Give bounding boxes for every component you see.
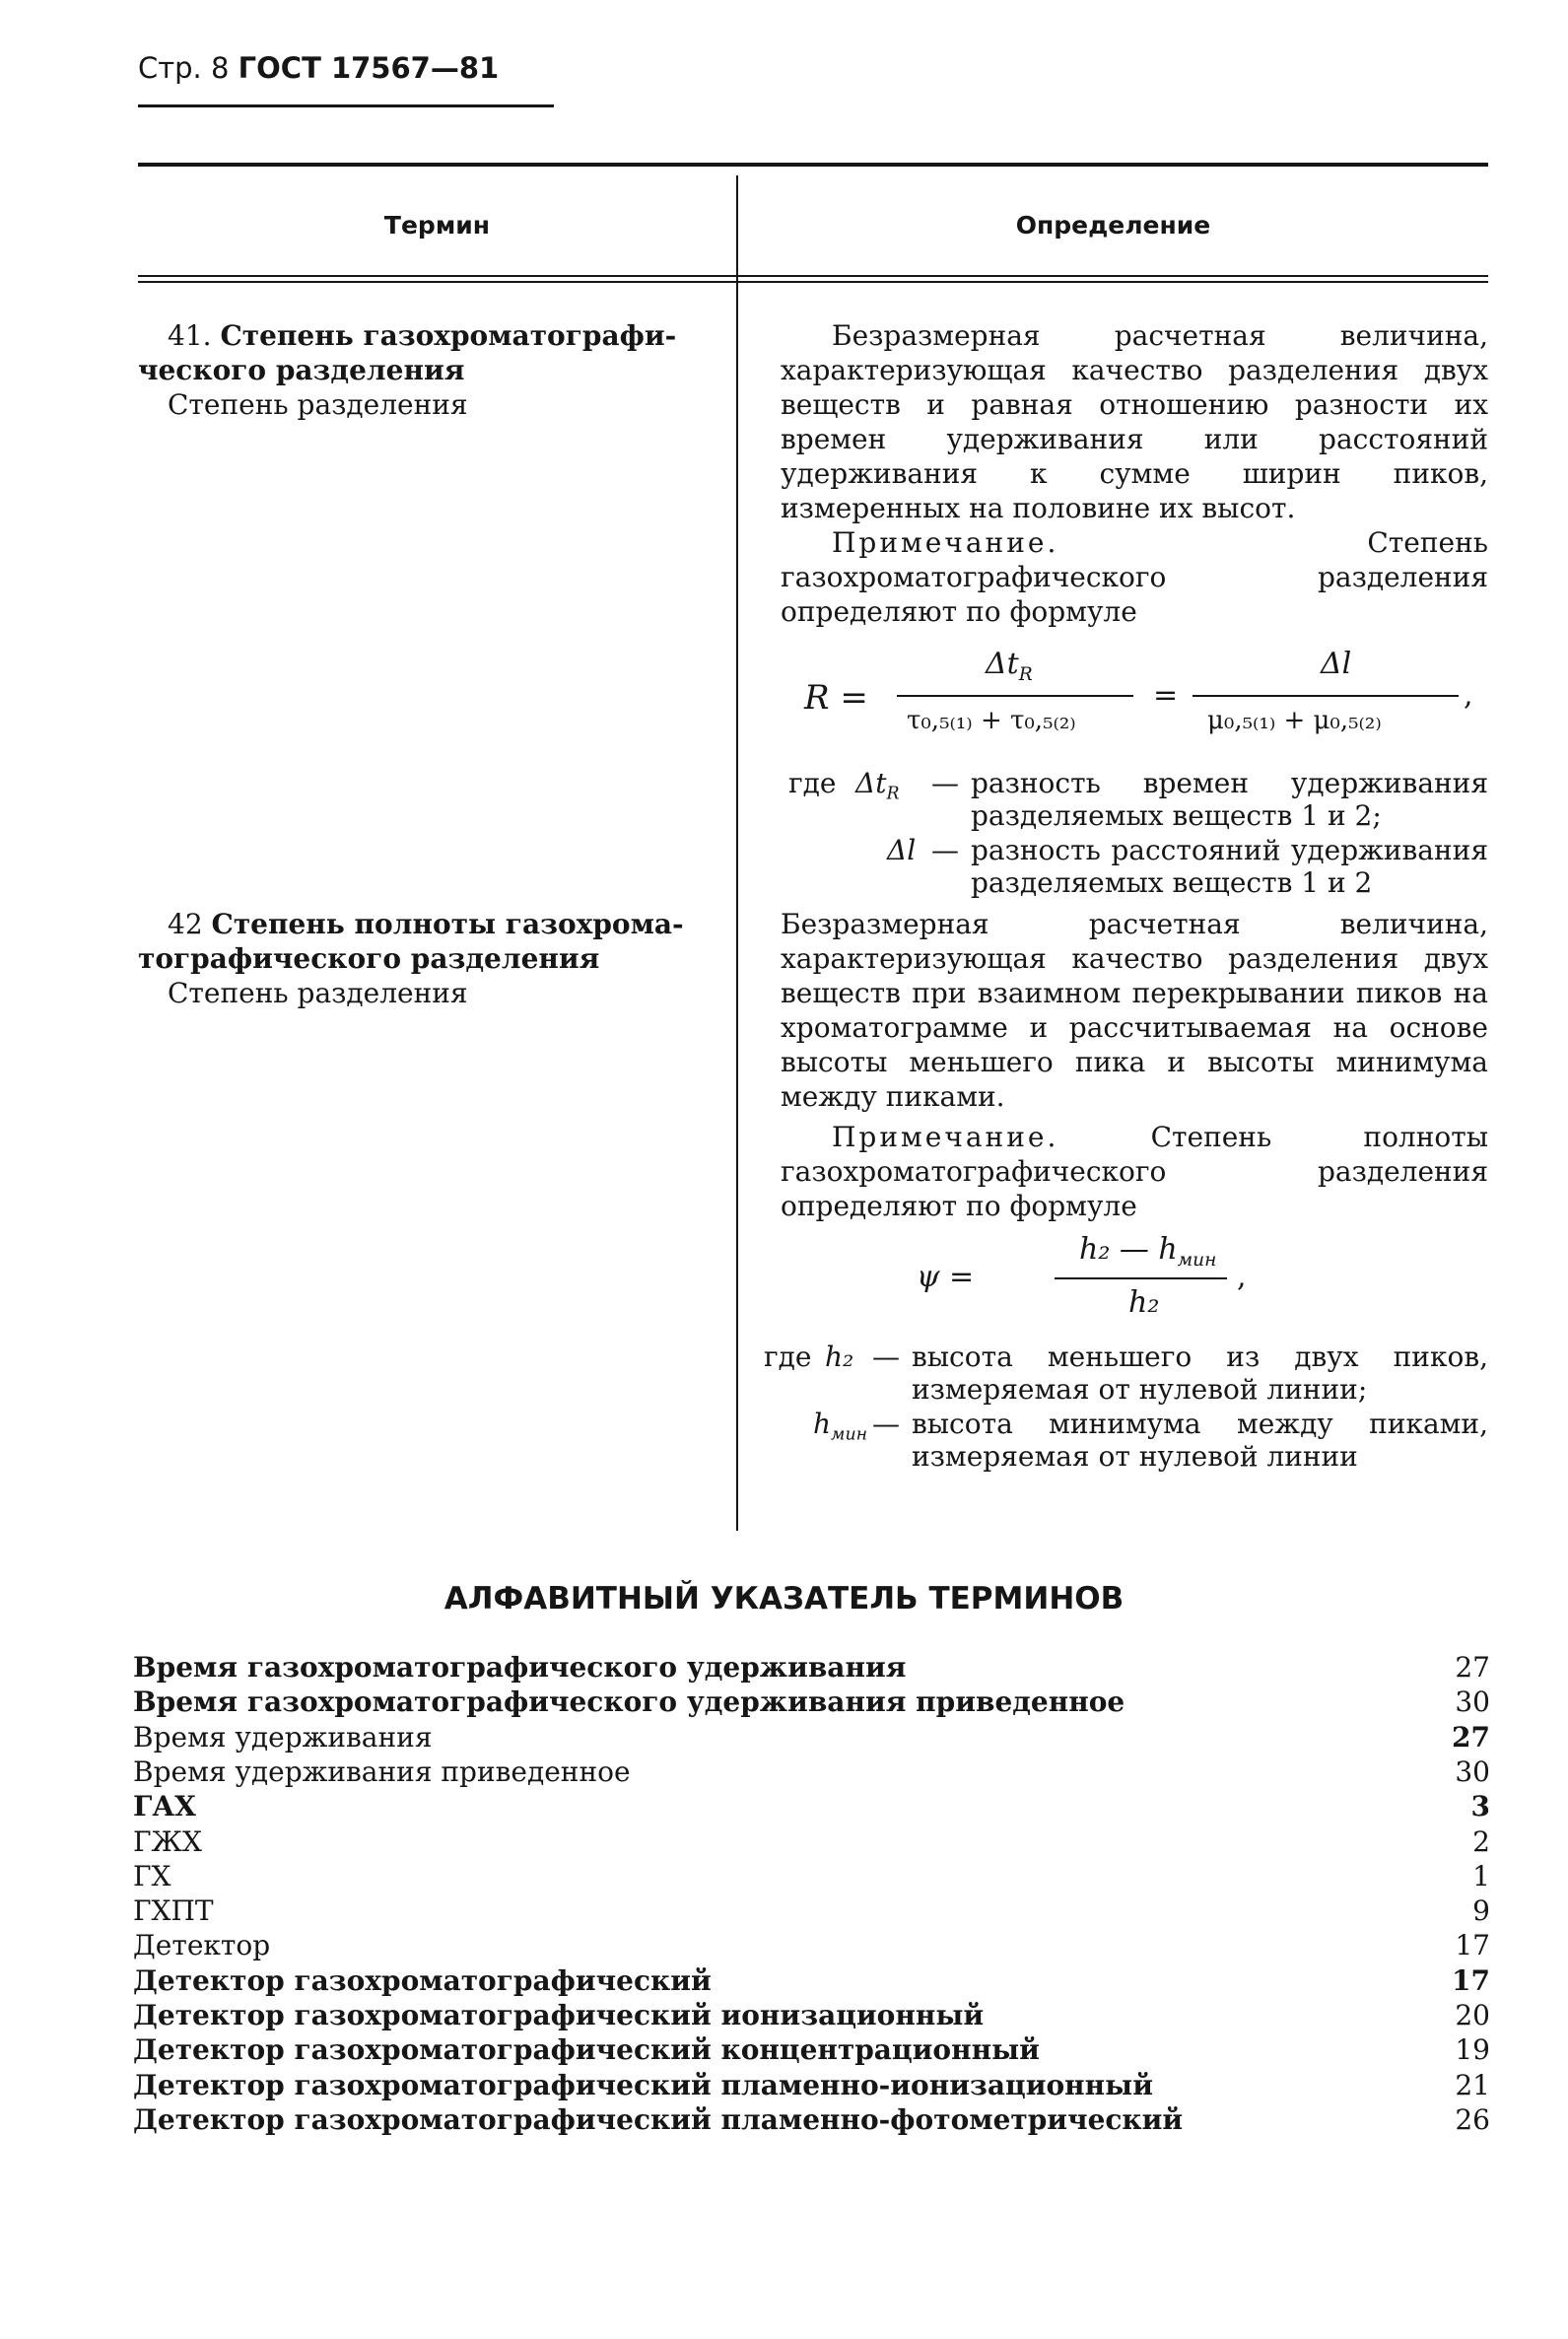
header-rule xyxy=(138,104,554,107)
where-block-41 xyxy=(788,767,1488,915)
index-term: Детектор газохроматографический пламенно-фотометрический xyxy=(133,2102,1184,2136)
fraction-bar xyxy=(1055,1277,1227,1279)
var-symbol-main: h xyxy=(813,1408,832,1440)
column-header-definition: Определение xyxy=(1015,211,1211,240)
table-header-rule xyxy=(138,275,1488,277)
term-title-line2: ческого разделения xyxy=(138,354,465,386)
index-number: 27 xyxy=(1452,1720,1490,1754)
formula-numerator-2: Δl xyxy=(1321,647,1352,681)
var-dash: — xyxy=(931,834,959,866)
var-symbol: Δl xyxy=(887,834,917,866)
formula-tail: , xyxy=(1237,1260,1247,1294)
index-row xyxy=(133,2068,1490,2102)
note-label: Примечание. xyxy=(832,526,1059,559)
index-title: АЛФАВИТНЫЙ УКАЗАТЕЛЬ ТЕРМИНОВ xyxy=(443,1581,1125,1617)
note-text: Степень газохроматографического разделения определяют по формуле xyxy=(781,526,1488,628)
index-row xyxy=(133,1824,1490,1859)
formula-numerator-1-sub: R xyxy=(1018,664,1033,685)
term-synonym: Степень разделения xyxy=(168,388,468,421)
index-term: Время удерживания xyxy=(133,1720,433,1754)
index-number: 26 xyxy=(1455,2102,1490,2136)
index-row xyxy=(133,1859,1490,1893)
index-term: Детектор газохроматографический пламенно-ионизационный xyxy=(133,2068,1153,2101)
index-number: 2 xyxy=(1472,1824,1490,1858)
var-symbol-sub: R xyxy=(886,784,900,804)
table-header-rule-2 xyxy=(138,281,1488,283)
index-row xyxy=(133,1650,1490,1685)
index-number: 30 xyxy=(1455,1754,1490,1788)
var-symbol: h₂ xyxy=(825,1341,854,1373)
var-symbol xyxy=(813,1408,867,1452)
index-number: 1 xyxy=(1472,1859,1490,1892)
index-number: 17 xyxy=(1452,1963,1490,1997)
index-row xyxy=(133,1754,1490,1789)
where-block-42 xyxy=(764,1341,1488,1518)
index-row xyxy=(133,1789,1490,1823)
index-row xyxy=(133,1893,1490,1928)
term-number: 41. xyxy=(168,319,212,352)
index-number: 3 xyxy=(1470,1790,1490,1823)
index-number: 27 xyxy=(1455,1651,1490,1684)
index-number: 20 xyxy=(1455,1999,1490,2031)
index-row xyxy=(133,1963,1490,1998)
note-label: Примечание. xyxy=(832,1121,1059,1153)
index-term: Время удерживания приведенное xyxy=(133,1754,631,1788)
term-title-line2: тографического разделения xyxy=(138,942,600,975)
page-label: Стр. 8 xyxy=(138,51,230,85)
index-term: Время газохроматографического удерживания приведенное xyxy=(133,1685,1125,1719)
standard-number: ГОСТ 17567—81 xyxy=(238,51,500,85)
index-row xyxy=(133,1720,1490,1754)
index-row xyxy=(133,2102,1490,2137)
index-term: Детектор газохроматографический ионизационный xyxy=(133,1999,985,2031)
index-number: 30 xyxy=(1455,1685,1490,1719)
page-header xyxy=(138,51,499,85)
definition-text: Безразмерная расчетная величина, характеризующая качество разделения двух веществ и равная отношению разности их времен удерживания или расстояний удерживания к сумме ширин пиков, измеренных на половине их высот. xyxy=(781,319,1488,524)
term-title-line1: Степень полноты газохрома- xyxy=(211,908,684,940)
definition-42 xyxy=(781,907,1488,1223)
term-entry-42 xyxy=(138,907,715,1010)
index-term: Время газохроматографического удерживания xyxy=(133,1651,907,1684)
table-column-divider xyxy=(736,175,738,1531)
var-text: разность времен удерживания разделяемых веществ 1 и 2; xyxy=(971,767,1488,832)
index-number: 19 xyxy=(1455,2033,1490,2067)
fraction-bar-1 xyxy=(897,695,1133,697)
formula-numerator-sub: мин xyxy=(1177,1250,1217,1271)
index-row xyxy=(133,2032,1490,2067)
column-header-term: Термин xyxy=(383,211,491,240)
formula-lhs: ψ = xyxy=(917,1260,975,1294)
index-term: ГЖХ xyxy=(133,1824,202,1858)
formula-denominator-1: τ₀,₅₍₁₎ + τ₀,₅₍₂₎ xyxy=(907,706,1076,735)
formula-denominator-2: μ₀,₅₍₁₎ + μ₀,₅₍₂₎ xyxy=(1207,706,1382,735)
formula-resolution xyxy=(788,641,1488,759)
index-term: Детектор xyxy=(133,1929,271,1962)
term-title-line1: Степень газохроматографи- xyxy=(220,319,677,352)
index-term: ГХ xyxy=(133,1859,171,1892)
formula-numerator xyxy=(1079,1232,1216,1271)
var-text: высота минимума между пиками, измеряемая от нулевой линии xyxy=(912,1408,1488,1473)
term-entry-41 xyxy=(138,318,715,422)
index-term: Детектор газохроматографический концентрационный xyxy=(133,2033,1040,2067)
index-number: 21 xyxy=(1455,2068,1490,2101)
where-label: где xyxy=(764,1341,812,1373)
table-top-rule xyxy=(138,163,1488,167)
var-symbol-sub: мин xyxy=(831,1424,868,1445)
index-term: Детектор газохроматографический xyxy=(133,1963,712,1997)
var-text: разность расстояний удерживания разделяемых веществ 1 и 2 xyxy=(971,834,1488,899)
definition-text: Безразмерная расчетная величина, характеризующая качество разделения двух веществ при взаимном перекрывании пиков на хроматограмме и рассчитываемая на основе высоты меньшего пика и высоты минимума между пиками. xyxy=(781,908,1488,1113)
formula-eq: = xyxy=(1153,678,1179,713)
var-dash: — xyxy=(872,1408,900,1440)
index-number: 17 xyxy=(1455,1929,1490,1962)
formula-tail: , xyxy=(1464,678,1473,713)
formula-lhs: R = xyxy=(804,678,868,718)
term-number: 42 xyxy=(168,908,203,940)
term-synonym: Степень разделения xyxy=(168,977,468,1009)
formula-completeness xyxy=(917,1232,1311,1331)
note-text: Степень полноты газохроматографического разделения определяют по формуле xyxy=(781,1121,1489,1222)
index-row xyxy=(133,1998,1490,2032)
var-dash: — xyxy=(872,1341,900,1373)
var-dash: — xyxy=(931,767,959,799)
formula-numerator-main: h₂ — h xyxy=(1079,1232,1178,1267)
index-number: 9 xyxy=(1472,1894,1490,1928)
index-row xyxy=(133,1685,1490,1719)
where-label: где xyxy=(788,767,837,799)
definition-41 xyxy=(781,318,1488,629)
formula-numerator-1 xyxy=(986,647,1033,685)
var-symbol-main: Δt xyxy=(855,767,887,799)
formula-denominator: h₂ xyxy=(1128,1285,1160,1320)
index-term: ГАХ xyxy=(133,1790,196,1823)
index-term: ГХПТ xyxy=(133,1894,214,1928)
index-row xyxy=(133,1928,1490,1962)
formula-numerator-1-symbol: Δt xyxy=(986,647,1019,681)
fraction-bar-2 xyxy=(1193,695,1459,697)
var-symbol xyxy=(855,767,900,811)
var-text: высота меньшего из двух пиков, измеряемая от нулевой линии; xyxy=(912,1341,1488,1406)
